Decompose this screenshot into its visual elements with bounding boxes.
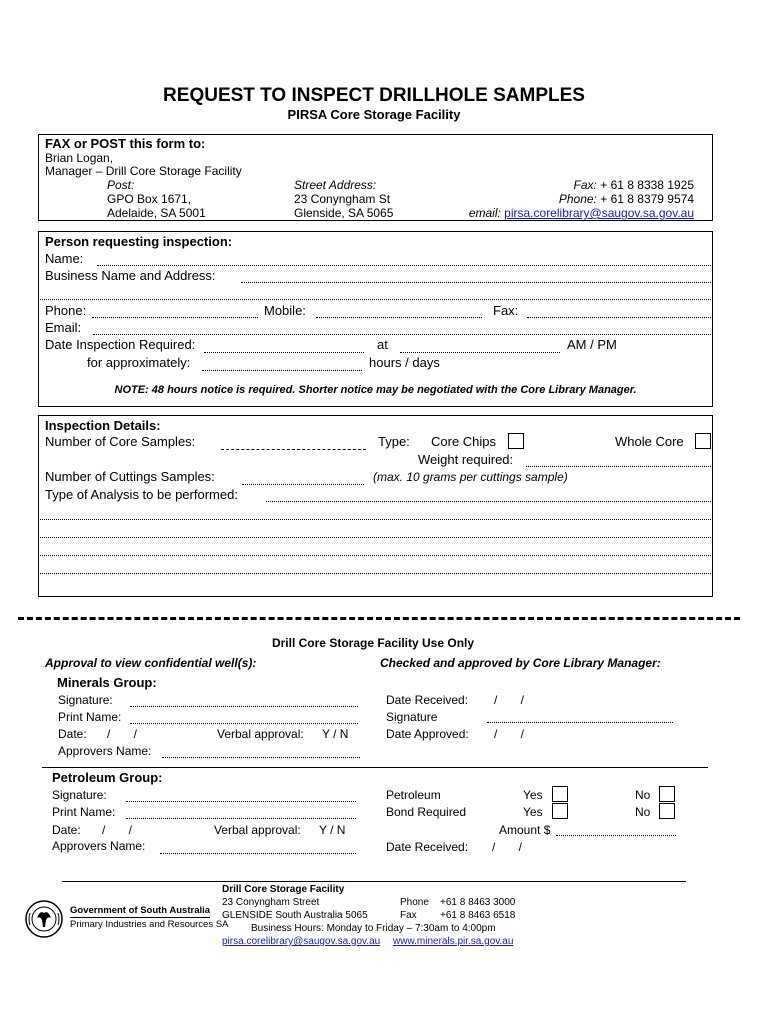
whole-core-label: Whole Core [615,434,684,449]
approx-label: for approximately: [87,355,191,370]
office-heading: Drill Core Storage Facility Use Only [271,636,475,650]
notice-note: NOTE: 48 hours notice is required. Shorter notice may be negotiated with the Core Library Manager. [114,384,637,396]
whole-core-checkbox[interactable] [695,433,711,449]
core-samples-label: Number of Core Samples: [45,434,196,449]
mobile-label: Mobile: [264,303,306,318]
core-samples-field[interactable] [221,449,366,450]
phone-label: Phone: [45,303,87,318]
phone-line [559,192,694,206]
requester-box [38,231,713,407]
business-field[interactable] [241,282,711,283]
footer-hours: Business Hours: Monday to Friday – 7:30am to 4:00pm [251,923,496,934]
phone-field[interactable] [92,317,258,318]
fax-label-field: Fax: [493,303,519,318]
gov-line2: Primary Industries and Resources SA [70,919,229,930]
footer-city: GLENSIDE South Australia 5065 [222,910,368,921]
business-field-line2[interactable] [38,299,711,300]
cuttings-field[interactable] [242,484,364,485]
cuttings-note: (max. 10 grams per cuttings sample) [373,470,568,484]
fax-label: Fax: [573,178,597,192]
sa-government-crest-icon [24,899,64,939]
date-required-field[interactable] [204,352,364,353]
am-pm-label: AM / PM [567,337,617,352]
fax-field[interactable] [527,317,711,318]
duration-field[interactable] [202,370,362,371]
phone-value: + 61 8 8379 9574 [600,192,694,206]
fax-line [574,178,694,192]
weight-field[interactable] [526,466,711,467]
petroleum-approvers-label: Approvers Name: [52,839,146,853]
petroleum-date-label: Date: [52,823,81,837]
minerals-approvers-label: Approvers Name: [58,744,152,758]
weight-label: Weight required: [418,452,514,467]
time-field[interactable] [400,352,560,353]
manager-signature-label: Signature [386,710,438,724]
footer-phone-label: Phone [400,897,429,908]
footer-street: 23 Conyngham Street [222,897,320,908]
name-field[interactable] [97,265,711,266]
analysis-line3[interactable] [38,537,711,538]
petroleum-yes-label: Yes [523,788,543,802]
minerals-verbal-label: Verbal approval: [217,727,304,741]
petroleum-signature-label: Signature: [52,788,107,802]
core-chips-label: Core Chips [431,434,497,449]
footer-fax-value: +61 8 8463 6518 [440,910,516,921]
gov-logo-rule [70,917,210,918]
petroleum-date-slashes: / / [102,823,133,837]
post-label: Post: [107,178,135,192]
footer-facility: Drill Core Storage Facility [222,884,345,895]
contact-role: Manager – Drill Core Storage Facility [45,164,242,178]
minerals-signature-field[interactable] [130,706,358,707]
at-label: at [377,337,388,352]
name-label: Name: [45,251,84,266]
footer-fax-label: Fax [400,910,417,921]
email-line [469,206,694,220]
approval-heading: Approval to view confidential well(s): [45,656,257,670]
analysis-line4[interactable] [38,555,711,556]
street-line1: 23 Conyngham St [294,192,391,206]
page-title: REQUEST TO INSPECT DRILLHOLE SAMPLES [163,85,585,106]
minerals-date-label: Date: [58,727,87,741]
street-label: Street Address: [294,178,377,192]
petroleum-no-checkbox[interactable] [659,786,675,802]
petroleum-no-label: No [635,788,651,802]
petroleum-date-received-label: Date Received: [386,840,469,854]
petroleum-approvers-field[interactable] [160,853,356,854]
bond-required-label: Bond Required [386,805,467,819]
footer-email-link[interactable]: pirsa.corelibrary@saugov.sa.gov.au [222,936,381,947]
minerals-print-name-field[interactable] [130,723,358,724]
footer-rule [62,881,686,882]
hours-days-label: hours / days [369,355,440,370]
minerals-approvers-field[interactable] [162,757,360,758]
analysis-field[interactable] [266,501,711,502]
phone-label: Phone: [558,192,597,206]
petroleum-print-name-label: Print Name: [52,805,116,819]
petroleum-print-name-field[interactable] [126,818,356,819]
street-line2: Glenside, SA 5065 [294,206,394,220]
page-subtitle: PIRSA Core Storage Facility [287,107,461,122]
minerals-date-received-slashes: / / [494,693,525,707]
analysis-label: Type of Analysis to be performed: [45,487,238,502]
petroleum-signature-field[interactable] [126,801,356,802]
petroleum-yes-checkbox[interactable] [552,786,568,802]
core-chips-checkbox[interactable] [508,433,524,449]
date-approved-slashes: / / [494,727,525,741]
post-line1: GPO Box 1671, [107,192,192,206]
section-divider [42,767,708,768]
footer-web-link[interactable]: www.minerals.pir.sa.gov.au [393,936,514,947]
cuttings-label: Number of Cuttings Samples: [45,469,215,484]
amount-label: Amount $ [499,823,551,837]
minerals-date-slashes: / / [107,727,138,741]
email-link[interactable]: pirsa.corelibrary@saugov.sa.gov.au [504,206,694,220]
fax-post-heading: FAX or POST this form to: [45,136,206,151]
bond-no-label: No [635,805,651,819]
bond-yes-label: Yes [523,805,543,819]
bond-no-checkbox[interactable] [659,803,675,819]
date-approved-label: Date Approved: [386,727,469,741]
analysis-line5[interactable] [38,573,711,574]
date-required-label: Date Inspection Required: [45,337,196,352]
petroleum-yn: Y / N [319,823,346,837]
requester-heading: Person requesting inspection: [45,234,233,249]
checked-heading: Checked and approved by Core Library Manager: [380,656,661,670]
fax-value: + 61 8 8338 1925 [600,178,694,192]
cut-line [18,617,740,620]
minerals-heading: Minerals Group: [57,675,157,690]
gov-line1: Government of South Australia [70,905,211,916]
post-line2: Adelaide, SA 5001 [107,206,206,220]
petroleum-label: Petroleum [386,788,441,802]
amount-field[interactable] [556,835,676,836]
mobile-field[interactable] [316,317,482,318]
email-field[interactable] [93,334,711,335]
contact-name: Brian Logan, [45,151,114,165]
bond-yes-checkbox[interactable] [552,803,568,819]
email-label-field: Email: [45,320,82,335]
manager-signature-field[interactable] [487,722,673,723]
minerals-signature-label: Signature: [58,693,113,707]
business-label: Business Name and Address: [45,268,216,283]
petroleum-verbal-label: Verbal approval: [214,823,301,837]
email-label: email: [468,206,501,220]
footer-phone-value: +61 8 8463 3000 [440,897,516,908]
petroleum-heading: Petroleum Group: [52,770,163,785]
minerals-date-received-label: Date Received: [386,693,469,707]
petroleum-date-received-slashes: / / [492,840,523,854]
minerals-yn: Y / N [322,727,349,741]
minerals-print-name-label: Print Name: [58,710,122,724]
analysis-line2[interactable] [38,519,711,520]
inspection-heading: Inspection Details: [45,418,161,433]
type-label: Type: [378,434,410,449]
